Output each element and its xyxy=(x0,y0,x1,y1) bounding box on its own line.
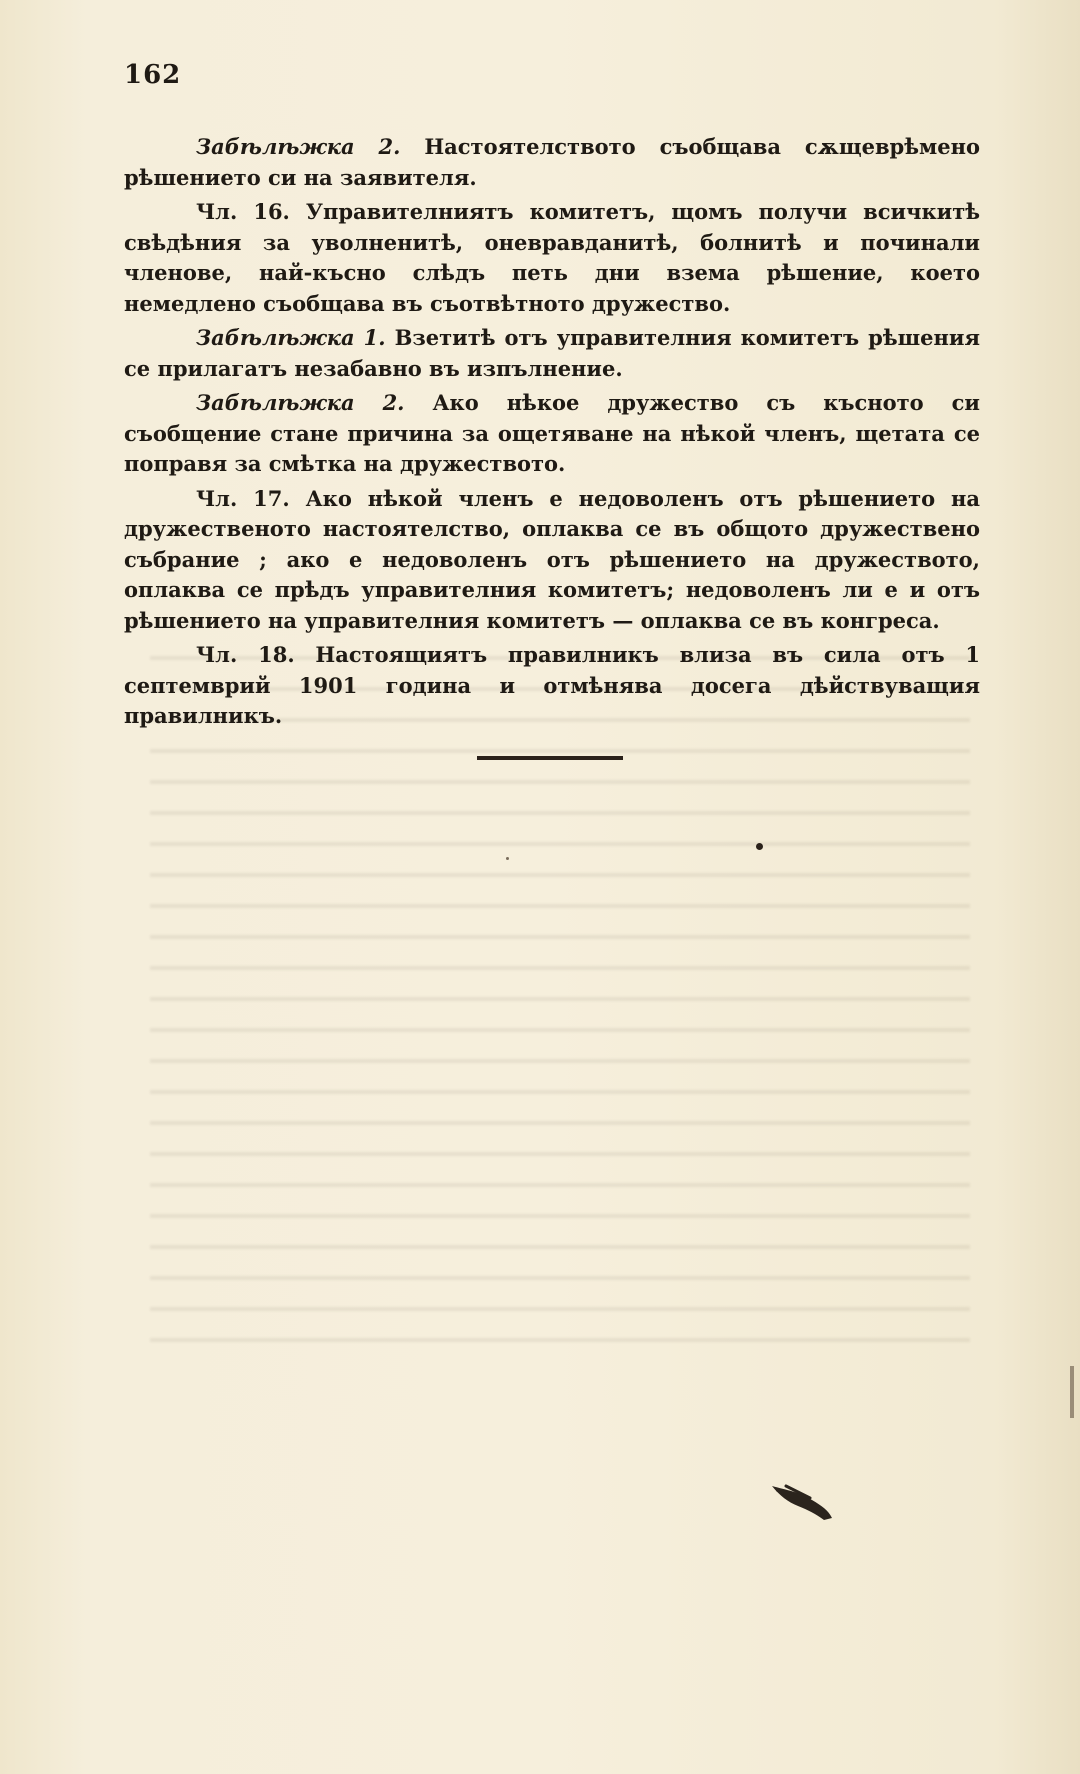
paragraph-text: Чл. 17. Ако нѣкой членъ е недоволенъ отъ рѣшението на дружественото настоятелство, оплаква се въ общото дружествено събрание ; ако е недоволенъ отъ рѣшението на дружеството, оплаква се прѣдъ управителния комитетъ; недоволенъ ли е и отъ рѣшението на управителния комитетъ — оплаква се въ конгреса. xyxy=(124,485,980,633)
paragraph-note-2-second xyxy=(124,388,980,480)
paragraph-article-16 xyxy=(124,197,980,319)
paragraph-article-18 xyxy=(124,640,980,732)
paragraph-text: Ако нѣкое дружество съ късното си съобщение стане причина за ощетяване на нѣкой членъ, щетата се поправя за смѣтка на дружеството. xyxy=(124,390,980,476)
paragraph-text: Чл. 18. Настоящиятъ правилникъ влиза въ сила отъ 1 септемврий 1901 година и отмѣнява досега дѣйствуващия правилникъ. xyxy=(124,642,980,728)
note-label: Забѣлѣжка 2. xyxy=(196,390,405,415)
note-label: Забѣлѣжка 1. xyxy=(196,325,386,350)
page-number: 162 xyxy=(124,60,182,90)
section-divider xyxy=(477,756,623,760)
paragraph-note-1 xyxy=(124,323,980,384)
paragraph-note-2-first xyxy=(124,132,980,193)
paragraph-text: Чл. 16. Управителниятъ комитетъ, щомъ получи всичкитѣ свѣдѣния за уволненитѣ, оневравданитѣ, болнитѣ и починали членове, най-късно слѣдъ петь дни взема рѣшение, което немедлено съобщава въ съотвѣтното дружество. xyxy=(124,199,980,316)
show-through-text xyxy=(150,640,970,1360)
ink-mark-icon xyxy=(768,1482,836,1524)
page-edge-mark xyxy=(1070,1366,1074,1418)
note-label: Забѣлѣжка 2. xyxy=(196,134,401,159)
paragraph-text: Взетитѣ отъ управителния комитетъ рѣшения се прилагатъ незабавно въ изпълнение. xyxy=(124,325,980,381)
paragraph-article-17 xyxy=(124,484,980,637)
paper-speck xyxy=(506,857,509,860)
ink-dot xyxy=(756,843,763,850)
page-body xyxy=(124,132,980,736)
paragraph-text: Настоятелството съобщава сѫщеврѣмено рѣшението си на заявителя. xyxy=(124,134,980,190)
